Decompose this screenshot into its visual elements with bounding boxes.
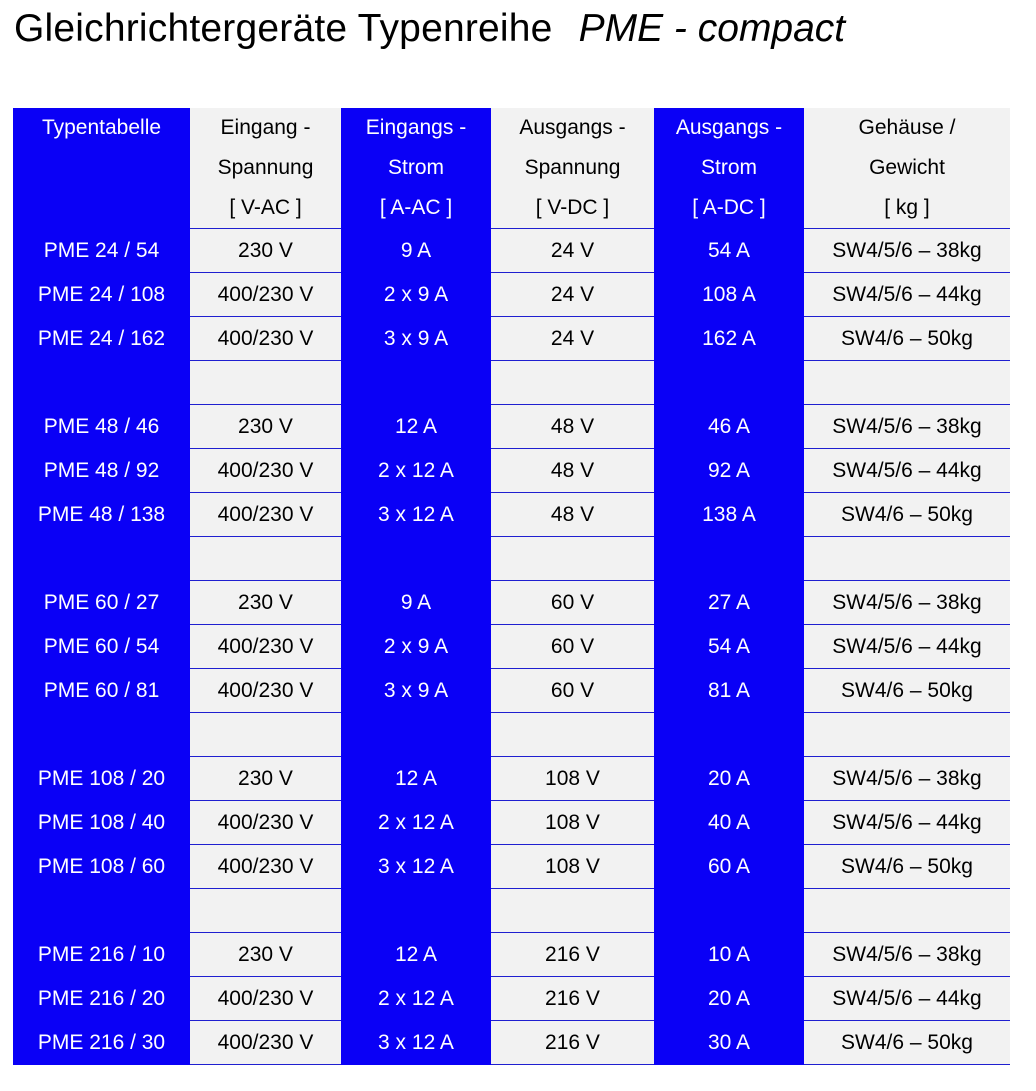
cell-housing-weight: SW4/5/6 – 44kg [804,625,1010,669]
cell-housing-weight: SW4/6 – 50kg [804,845,1010,889]
separator-cell [654,537,804,581]
header-cell-type: Typentabelle [13,108,190,148]
cell-input-current: 2 x 9 A [341,273,491,317]
cell-housing-weight: SW4/5/6 – 44kg [804,449,1010,493]
cell-output-voltage: 48 V [491,449,654,493]
separator-cell [190,361,341,405]
type-table-body [13,108,1010,1065]
cell-output-current: 10 A [654,933,804,977]
table-row [13,493,1010,537]
cell-output-current: 108 A [654,273,804,317]
cell-type: PME 48 / 46 [13,405,190,449]
cell-type: PME 24 / 54 [13,229,190,273]
cell-input-voltage: 230 V [190,933,341,977]
cell-output-current: 46 A [654,405,804,449]
cell-output-current: 54 A [654,229,804,273]
table-row [13,405,1010,449]
header-row [13,108,1010,148]
header-row [13,188,1010,229]
separator-row [13,713,1010,757]
cell-input-current: 3 x 12 A [341,845,491,889]
cell-input-current: 3 x 9 A [341,317,491,361]
cell-input-voltage: 400/230 V [190,801,341,845]
header-cell-input-voltage: Eingang - [190,108,341,148]
separator-cell [13,889,190,933]
cell-output-voltage: 216 V [491,977,654,1021]
separator-row [13,361,1010,405]
cell-output-voltage: 60 V [491,581,654,625]
cell-output-voltage: 24 V [491,273,654,317]
cell-output-voltage: 60 V [491,669,654,713]
separator-row [13,537,1010,581]
header-cell-input-voltage: [ V-AC ] [190,188,341,229]
cell-housing-weight: SW4/5/6 – 38kg [804,933,1010,977]
separator-cell [13,361,190,405]
table-row [13,845,1010,889]
cell-housing-weight: SW4/6 – 50kg [804,669,1010,713]
cell-type: PME 24 / 162 [13,317,190,361]
cell-output-voltage: 48 V [491,493,654,537]
separator-row [13,889,1010,933]
cell-input-voltage: 230 V [190,757,341,801]
cell-input-current: 9 A [341,581,491,625]
cell-output-voltage: 216 V [491,1021,654,1065]
separator-cell [804,889,1010,933]
cell-type: PME 108 / 20 [13,757,190,801]
separator-cell [341,361,491,405]
cell-type: PME 108 / 60 [13,845,190,889]
header-cell-output-current: Ausgangs - [654,108,804,148]
separator-cell [13,537,190,581]
separator-cell [804,537,1010,581]
separator-cell [491,889,654,933]
cell-type: PME 60 / 81 [13,669,190,713]
cell-input-voltage: 230 V [190,405,341,449]
table-row [13,625,1010,669]
separator-cell [654,713,804,757]
table-row [13,449,1010,493]
header-cell-output-current: Strom [654,148,804,188]
cell-output-voltage: 108 V [491,757,654,801]
table-row [13,757,1010,801]
header-cell-input-current: Eingangs - [341,108,491,148]
header-cell-input-current: [ A-AC ] [341,188,491,229]
cell-output-current: 81 A [654,669,804,713]
cell-output-voltage: 60 V [491,625,654,669]
header-cell-input-current: Strom [341,148,491,188]
cell-input-voltage: 400/230 V [190,1021,341,1065]
cell-input-current: 2 x 12 A [341,449,491,493]
header-cell-housing-weight: Gewicht [804,148,1010,188]
cell-output-current: 20 A [654,757,804,801]
cell-output-voltage: 108 V [491,845,654,889]
cell-housing-weight: SW4/6 – 50kg [804,493,1010,537]
table-row [13,1021,1010,1065]
cell-housing-weight: SW4/5/6 – 38kg [804,757,1010,801]
cell-input-current: 12 A [341,405,491,449]
cell-output-current: 162 A [654,317,804,361]
cell-housing-weight: SW4/5/6 – 38kg [804,581,1010,625]
cell-output-voltage: 24 V [491,229,654,273]
cell-type: PME 216 / 10 [13,933,190,977]
cell-type: PME 216 / 20 [13,977,190,1021]
cell-input-current: 3 x 12 A [341,493,491,537]
cell-input-voltage: 400/230 V [190,977,341,1021]
table-row [13,273,1010,317]
separator-cell [341,713,491,757]
title-series: PME - compact [578,7,846,50]
table-row [13,317,1010,361]
cell-type: PME 48 / 92 [13,449,190,493]
header-cell-output-current: [ A-DC ] [654,188,804,229]
table-row [13,801,1010,845]
cell-housing-weight: SW4/5/6 – 44kg [804,977,1010,1021]
cell-type: PME 60 / 54 [13,625,190,669]
header-cell-input-voltage: Spannung [190,148,341,188]
header-cell-type [13,148,190,188]
cell-input-current: 2 x 12 A [341,801,491,845]
separator-cell [190,889,341,933]
cell-type: PME 24 / 108 [13,273,190,317]
separator-cell [491,537,654,581]
cell-type: PME 216 / 30 [13,1021,190,1065]
cell-input-voltage: 400/230 V [190,669,341,713]
cell-housing-weight: SW4/5/6 – 38kg [804,229,1010,273]
separator-cell [654,361,804,405]
cell-output-current: 138 A [654,493,804,537]
cell-housing-weight: SW4/6 – 50kg [804,1021,1010,1065]
table-row [13,669,1010,713]
cell-input-current: 2 x 9 A [341,625,491,669]
cell-output-voltage: 108 V [491,801,654,845]
cell-input-current: 12 A [341,757,491,801]
separator-cell [654,889,804,933]
cell-type: PME 48 / 138 [13,493,190,537]
separator-cell [804,713,1010,757]
cell-input-current: 12 A [341,933,491,977]
cell-output-current: 40 A [654,801,804,845]
type-table [13,108,1010,1065]
cell-output-voltage: 48 V [491,405,654,449]
header-cell-output-voltage: Spannung [491,148,654,188]
header-cell-output-voltage: Ausgangs - [491,108,654,148]
cell-input-current: 9 A [341,229,491,273]
separator-cell [341,889,491,933]
cell-output-current: 30 A [654,1021,804,1065]
page-title [14,6,845,52]
cell-output-current: 54 A [654,625,804,669]
header-row [13,148,1010,188]
cell-input-current: 2 x 12 A [341,977,491,1021]
cell-housing-weight: SW4/5/6 – 44kg [804,801,1010,845]
separator-cell [190,537,341,581]
cell-output-current: 20 A [654,977,804,1021]
cell-input-voltage: 400/230 V [190,273,341,317]
cell-output-current: 92 A [654,449,804,493]
table-row [13,229,1010,273]
cell-housing-weight: SW4/6 – 50kg [804,317,1010,361]
cell-input-voltage: 400/230 V [190,493,341,537]
table-row [13,977,1010,1021]
header-cell-output-voltage: [ V-DC ] [491,188,654,229]
cell-housing-weight: SW4/5/6 – 38kg [804,405,1010,449]
cell-input-voltage: 400/230 V [190,317,341,361]
cell-output-voltage: 216 V [491,933,654,977]
separator-cell [341,537,491,581]
cell-housing-weight: SW4/5/6 – 44kg [804,273,1010,317]
cell-input-voltage: 400/230 V [190,449,341,493]
separator-cell [804,361,1010,405]
header-cell-housing-weight: Gehäuse / [804,108,1010,148]
table-row [13,581,1010,625]
separator-cell [13,713,190,757]
header-cell-housing-weight: [ kg ] [804,188,1010,229]
separator-cell [190,713,341,757]
cell-output-voltage: 24 V [491,317,654,361]
cell-input-voltage: 230 V [190,229,341,273]
separator-cell [491,713,654,757]
cell-type: PME 60 / 27 [13,581,190,625]
cell-input-current: 3 x 12 A [341,1021,491,1065]
header-cell-type [13,188,190,229]
cell-input-current: 3 x 9 A [341,669,491,713]
title-main: Gleichrichtergeräte Typenreihe [14,7,553,50]
cell-output-current: 27 A [654,581,804,625]
separator-cell [491,361,654,405]
cell-input-voltage: 400/230 V [190,845,341,889]
cell-input-voltage: 400/230 V [190,625,341,669]
table-row [13,933,1010,977]
cell-output-current: 60 A [654,845,804,889]
cell-input-voltage: 230 V [190,581,341,625]
cell-type: PME 108 / 40 [13,801,190,845]
